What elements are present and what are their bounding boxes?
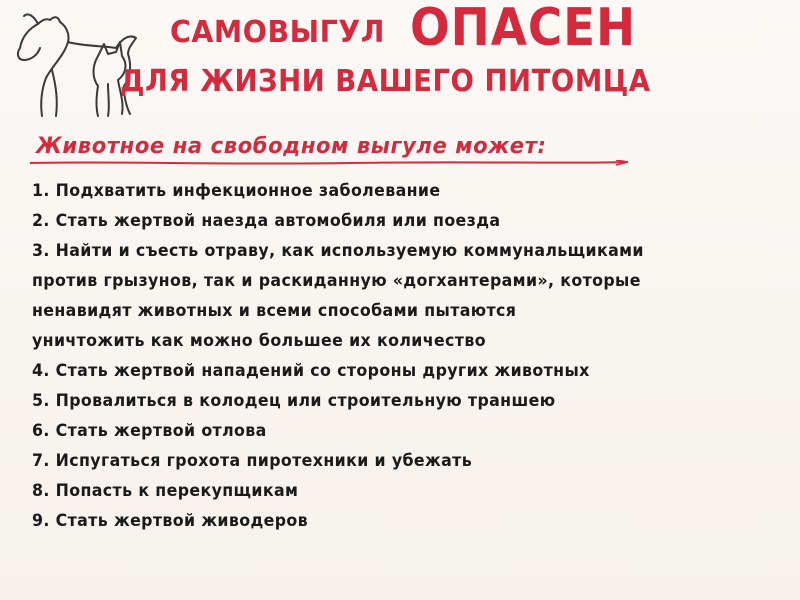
list-item-text-continued: уничтожить как можно большее их количество (32, 331, 486, 351)
list-item-text: 7. Испугаться грохота пиротехники и убежать (32, 451, 473, 471)
list-item (32, 476, 730, 506)
title-line1 (170, 0, 790, 64)
list-item (32, 206, 730, 236)
subheading: Животное на свободном выгуле может: (36, 134, 547, 159)
list-item (32, 416, 730, 446)
list-item-text-continued: ненавидят животных и всеми способами пытаются (32, 301, 517, 321)
list-item (32, 506, 730, 536)
list-item-text: 4. Стать жертвой нападений со стороны других животных (32, 361, 590, 381)
list-item (32, 446, 730, 476)
list-item-text: 2. Стать жертвой наезда автомобиля или поезда (32, 211, 501, 231)
list-item-text-continued: против грызунов, так и раскиданную «догхантерами», которые (32, 271, 641, 291)
list-item-text: 9. Стать жертвой живодеров (32, 511, 309, 531)
list-item-text: 6. Стать жертвой отлова (32, 421, 267, 441)
title-suffix: ДЛЯ ЖИЗНИ ВАШЕГО ПИТОМЦА (120, 64, 651, 99)
list-item-text: 1. Подхватить инфекционное заболевание (32, 181, 441, 201)
subheading-underline (30, 160, 630, 166)
list-item-text: 8. Попасть к перекупщикам (32, 481, 299, 501)
list-item-text: 3. Найти и съесть отраву, как используемую коммунальщиками (32, 241, 644, 261)
list-item (32, 176, 730, 206)
list-item (32, 356, 730, 386)
title-prefix: САМОВЫГУЛ (170, 15, 385, 50)
title-emphasis: ОПАСЕН (410, 0, 637, 58)
risk-list (32, 176, 730, 536)
list-item-text: 5. Провалиться в колодец или строительную траншею (32, 391, 556, 411)
list-item (32, 386, 730, 416)
list-item (32, 236, 730, 356)
